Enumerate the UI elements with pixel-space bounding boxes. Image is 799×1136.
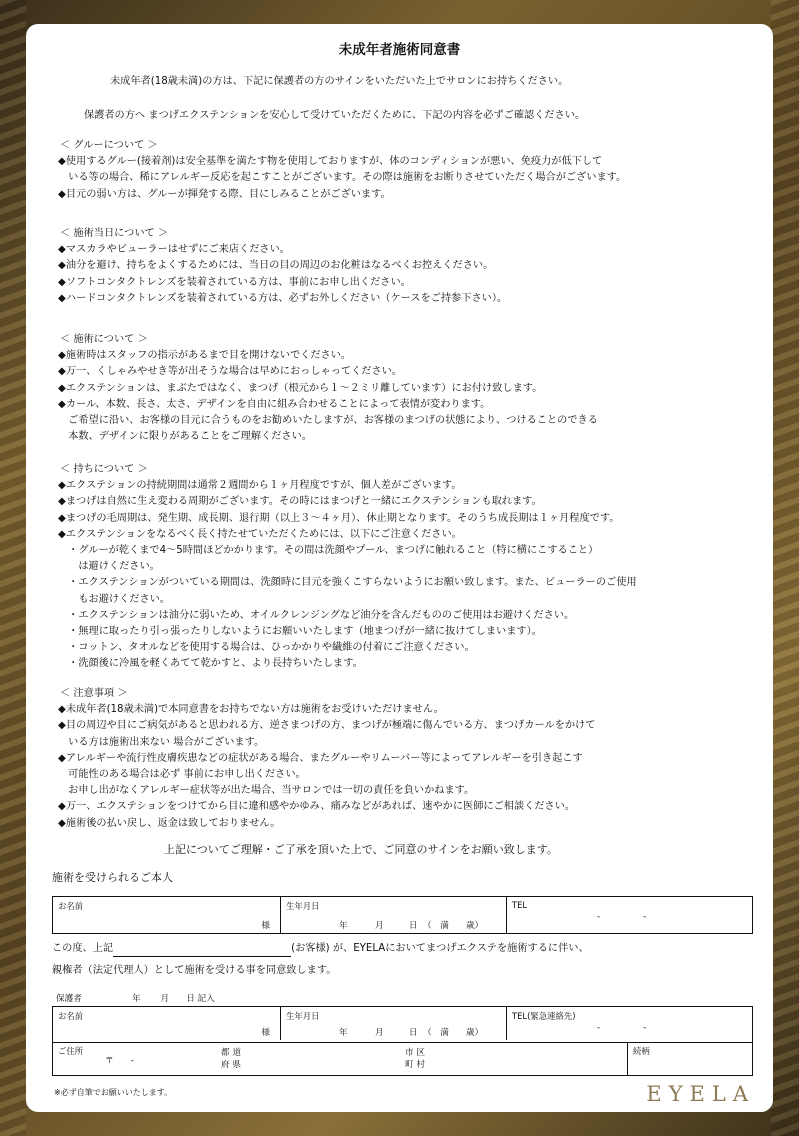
section-line: ◆未成年者(18歳未満)で本同意書をお持ちでない方は施術をお受けいただけません。: [58, 704, 444, 716]
tel-dash: - -: [597, 912, 647, 922]
section-line: 可能性のある場合は必ず 事前にお申し出ください。: [58, 769, 306, 780]
section-line: ◆施術後の払い戻し、返金は致しておりません。: [58, 817, 281, 829]
customer-name-blank[interactable]: [113, 945, 291, 957]
section-line: ◆油分を避け、持ちをよくするためには、当日の目の周辺のお化粧はなるべくお控えください。: [58, 260, 494, 272]
dob-label: 生年月日: [286, 901, 320, 911]
section-line: ・グルーが乾くまで4～5時間ほどかかります。その間は洗顔やプール、まつげに触れること（特に横にこすること）: [58, 545, 599, 556]
eyela-logo: EYELA: [646, 1082, 755, 1106]
city-label: 町 村: [405, 1060, 425, 1070]
gold-frame-right: [771, 0, 799, 1136]
name-label: お名前: [58, 1011, 84, 1021]
tel-dash: - -: [597, 1023, 647, 1033]
gold-frame-left: [0, 0, 26, 1136]
section-line: ◆カール、本数、長さ、太さ、デザインを自由に組み合わせることによって表情が変わります。: [58, 398, 491, 410]
name-label: お名前: [58, 901, 84, 911]
tel-emergency-label: TEL(緊急連絡先): [512, 1011, 576, 1021]
guardian-info-table: [52, 1006, 753, 1076]
name-cell[interactable]: [53, 897, 281, 933]
consent-line-2: 親権者（法定代理人）として施術を受ける事を同意致します。: [52, 965, 337, 976]
section-line: お申し出がなくアレルギー症状等が出た場合、当サロンでは一切の責任を負いかねます。: [58, 785, 475, 797]
section-line: 本数、デザインに限りがあることをご理解ください。: [58, 431, 312, 443]
tel-cell[interactable]: [507, 897, 752, 933]
pref-label: 府 県: [221, 1060, 241, 1070]
section-line: ◆アレルギーや流行性皮膚疾患などの症状がある場合、またグルーやリムーバー等によってアレルギーを引き起こす: [58, 752, 583, 764]
day-label: 日: [409, 921, 418, 931]
section-line: ・コットン、タオルなどを使用する場合は、ひっかかりや繊維の付着にご注意ください。: [58, 642, 475, 654]
section-line: ・エクステンションがついている期間は、洗顔時に目元を強くこすらないようにお願い致します。また、ビューラーのご使用: [58, 577, 637, 589]
section-line: は避けください。: [58, 561, 160, 573]
day-label: 日: [409, 1028, 418, 1038]
section-line: ◆まつげの毛周期は、発生期、成長期、退行期（以上３～４ヶ月）、休止期となります。そのうち成長期は１ヶ月程度です。: [58, 512, 620, 524]
relation-cell[interactable]: [628, 1042, 752, 1075]
guardian-dob-cell[interactable]: [281, 1007, 507, 1040]
sama-label: 様: [261, 1028, 270, 1038]
month-label: 月: [375, 1028, 384, 1038]
guardian-date: 年 月 日 記入: [132, 994, 215, 1004]
relation-label: 続柄: [633, 1046, 650, 1056]
address-cell[interactable]: [53, 1042, 628, 1075]
section-line: ◆ハードコンタクトレンズを装着されている方は、必ずお外しください（ケースをご持参下さい）。: [58, 292, 508, 304]
pref-label: 都 道: [221, 1048, 241, 1058]
address-label: ご住所: [58, 1046, 84, 1056]
year-label: 年: [339, 1028, 348, 1038]
section-line: ◆まつげは自然に生え変わる周期がございます。その時にはまつげと一緒にエクステンションも取れます。: [58, 496, 542, 508]
form-title: 未成年者施術同意書: [338, 42, 461, 58]
section-line: ◆エクステションの持続期間は通常２週間から１ヶ月程度ですが、個人差がございます。: [58, 480, 462, 492]
intro-line: 未成年者(18歳未満)の方は、下記に保護者の方のサインをいただいた上でサロンにお持ちください。: [110, 76, 569, 87]
section-line: ・エクステンションは油分に弱いため、オイルクレンジングなど油分を含んだもののご使用はお避けください。: [58, 609, 575, 621]
footnote: ※必ず自筆でお願いいたします。: [54, 1088, 173, 1097]
guardian-tel-cell[interactable]: [507, 1007, 752, 1040]
tel-label: TEL: [512, 900, 528, 910]
section-line: ・洗顔後に冷風を軽くあてて乾かすと、より長持ちいたします。: [58, 658, 363, 670]
section-line: ◆ソフトコンタクトレンズを装着されている方は、事前にお申し出ください。: [58, 276, 411, 288]
sama-label: 様: [261, 921, 270, 931]
section-line: ◆目元の弱い方は、グルーが揮発する際、目にしみることがございます。: [58, 188, 391, 200]
section-heading: ＜ 施術当日について ＞: [60, 228, 169, 239]
year-label: 年: [339, 921, 348, 931]
section-line: ◆万一、くしゃみやせき等が出そうな場合は早めにおっしゃってください。: [58, 366, 403, 378]
guardian-name-cell[interactable]: [53, 1007, 281, 1040]
intro-line: 保護者の方へ まつげエクステンションを安心して受けていただくために、下記の内容を必ずご確認ください。: [84, 110, 586, 121]
section-line: いる等の場合、稀にアレルギー反応を起こすことがございます。その際は施術をお断りさせていただく場合がございます。: [58, 172, 627, 184]
section-heading: ＜ 持ちについて ＞: [60, 464, 148, 475]
section-line: ご希望に沿い、お客様の目元に合うものをお勧めいたしますが、お客様のまつげの状態により、つけることのできる: [58, 415, 598, 426]
section-line: ◆使用するグルー(接着剤)は安全基準を満たす物を使用しておりますが、体のコンディションが悪い、免疫力が低下して: [58, 156, 603, 168]
city-label: 市 区: [405, 1048, 425, 1058]
section-line: ◆マスカラやビューラーはせずにご来店ください。: [58, 244, 290, 256]
section-line: もお避けください。: [58, 593, 171, 605]
postal-mark: 〒 -: [105, 1056, 134, 1066]
section-line: ◆エクステンションは、まぶたではなく、まつげ（根元から１～２ミリ離しています）にお付け致します。: [58, 382, 543, 394]
person-heading: 施術を受けられるご本人: [52, 871, 173, 884]
consent-form-sheet: [26, 24, 773, 1112]
dob-label: 生年月日: [286, 1011, 320, 1021]
section-line: ◆万一、エクステションをつけてから目に違和感やかゆみ、痛みなどがあれば、速やかに医師にご相談ください。: [58, 801, 576, 813]
month-label: 月: [375, 921, 384, 931]
section-line: ◆施術時はスタッフの指示があるまで目を開けないでください。: [58, 350, 352, 362]
dob-cell[interactable]: [281, 897, 507, 933]
section-line: ・無理に取ったり引っ張ったりしないようにお願いいたします（地まつげが一緒に抜けてしまいます）。: [58, 626, 542, 637]
guardian-label: 保護者: [56, 994, 82, 1004]
age-label: （ 満 歳）: [423, 1028, 484, 1038]
section-line: ◆目の周辺や目にご病気があると思われる方、逆さまつげの方、まつげが極端に傷んでいる方、まつげカールをかけて: [58, 720, 596, 732]
age-label: （ 満 歳）: [423, 921, 484, 931]
closing-text: 上記についてご理解・ご了承を頂いた上で、ご同意のサインをお願い致します。: [164, 843, 558, 856]
section-heading: ＜ グルーについて ＞: [60, 140, 158, 151]
section-line: いる方は施術出来ない 場合がございます。: [58, 736, 265, 748]
section-heading: ＜ 注意事項 ＞: [60, 688, 128, 699]
section-heading: ＜ 施術について ＞: [60, 334, 148, 345]
section-line: ◆エクステンションをなるべく長く持たせていただくためには、以下にご注意ください。: [58, 528, 462, 540]
person-info-table: [52, 896, 753, 934]
consent-line-1: この度、上記 (お客様) が、EYELAにおいてまつげエクステを施術するに伴い、: [52, 941, 589, 957]
